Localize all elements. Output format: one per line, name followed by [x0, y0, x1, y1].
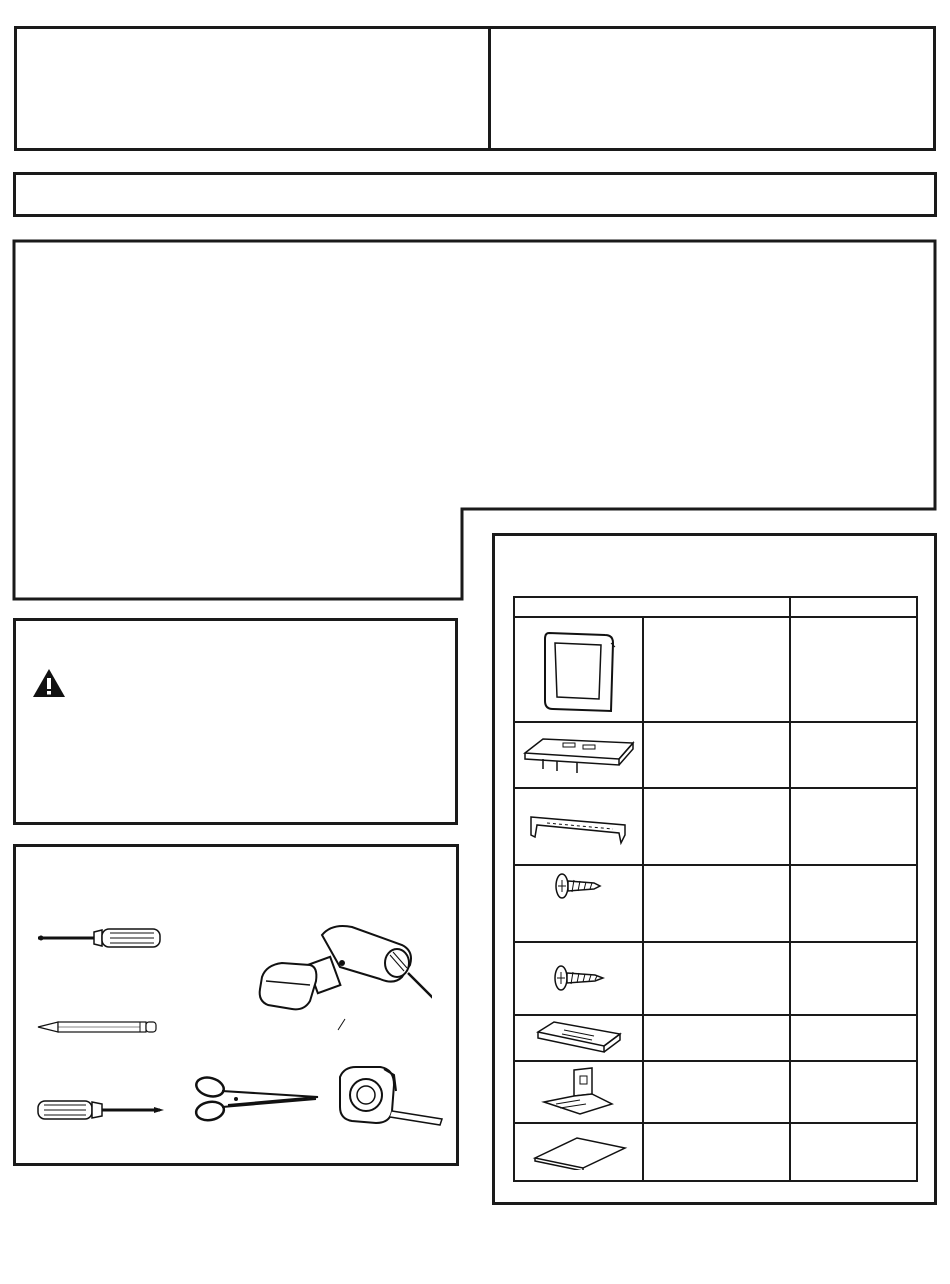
- flat-screwdriver-icon: [36, 1097, 166, 1123]
- tools-box: [13, 844, 459, 1166]
- part-qty: [790, 1015, 917, 1061]
- screw-long-icon: [553, 962, 605, 994]
- part-name: [643, 788, 790, 865]
- part-illustration-cell: [514, 788, 643, 865]
- tape-measure-icon: [334, 1061, 446, 1133]
- part-qty: [790, 1061, 917, 1123]
- parts-table: [513, 596, 918, 1182]
- table-row: [514, 617, 917, 722]
- top-strip-icon: [527, 807, 631, 847]
- table-row: [514, 788, 917, 865]
- table-row: [514, 865, 917, 941]
- warning-box: [13, 618, 458, 825]
- screw-short-icon: [554, 870, 604, 902]
- part-qty: [790, 942, 917, 1015]
- scissors-icon: [192, 1073, 322, 1125]
- phillips-screwdriver-icon: [36, 925, 166, 951]
- pad-icon: [529, 1134, 629, 1170]
- part-illustration-cell: [514, 1123, 643, 1181]
- part-qty: [790, 788, 917, 865]
- part-name: [643, 1015, 790, 1061]
- part-name: [643, 942, 790, 1015]
- part-illustration-cell: [514, 722, 643, 788]
- table-row: [514, 722, 917, 788]
- part-name: [643, 617, 790, 722]
- part-illustration-cell: [514, 617, 643, 722]
- bottom-bracket-icon: [523, 733, 635, 777]
- table-row: [514, 942, 917, 1015]
- intro-box: [0, 0, 950, 620]
- part-illustration-cell: [514, 1015, 643, 1061]
- part-qty: [790, 1123, 917, 1181]
- part-illustration-cell: [514, 1061, 643, 1123]
- parts-header-row: [514, 597, 917, 617]
- part-name: [643, 722, 790, 788]
- part-qty: [790, 617, 917, 722]
- part-qty: [790, 722, 917, 788]
- parts-col-qty: [790, 597, 917, 617]
- part-qty: [790, 865, 917, 941]
- table-row: [514, 1123, 917, 1181]
- angle-bracket-icon: [540, 1066, 618, 1118]
- table-row: [514, 1061, 917, 1123]
- part-illustration-cell: [514, 942, 643, 1015]
- drill-bit-mark: [336, 1017, 348, 1031]
- part-name: [643, 1061, 790, 1123]
- power-drill-icon: [252, 915, 432, 1015]
- parts-col-part: [514, 597, 790, 617]
- trim-frame-icon: [539, 625, 619, 715]
- part-name: [643, 865, 790, 941]
- warning-triangle-icon: [32, 668, 66, 698]
- flat-bracket-icon: [534, 1018, 624, 1058]
- part-illustration-cell: [514, 865, 643, 941]
- table-row: [514, 1015, 917, 1061]
- pencil-icon: [36, 1020, 158, 1034]
- part-name: [643, 1123, 790, 1181]
